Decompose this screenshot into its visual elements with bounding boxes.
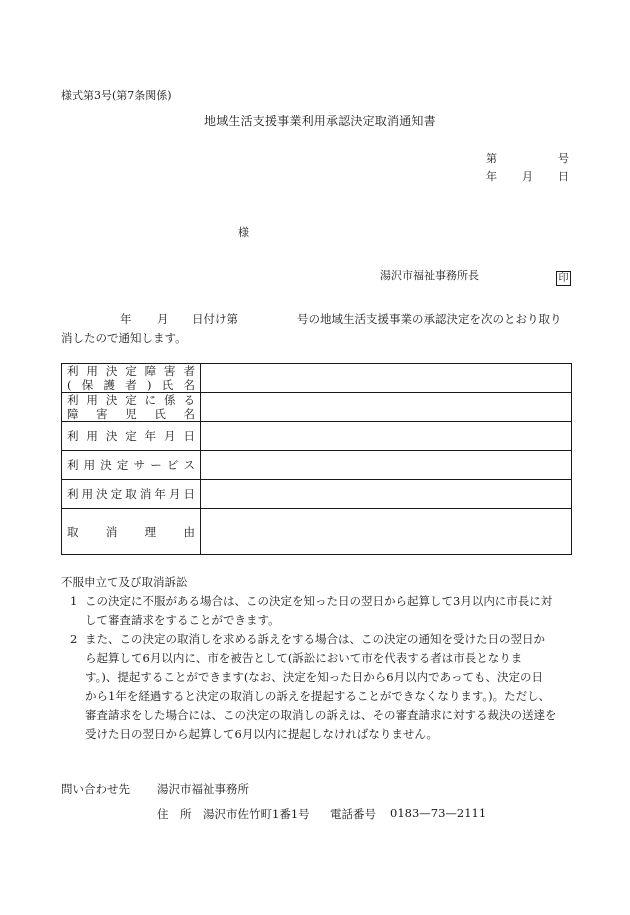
row-value-cell xyxy=(201,480,572,509)
label-line: 利 用 決 定 サ ー ビ ス xyxy=(67,458,195,472)
seal-text: 印 xyxy=(556,271,571,286)
appeal-item-number: 1 xyxy=(70,594,78,608)
appeal-line: この決定に不服がある場合は、この決定を知った日の翌日から起算して3月以内に市長に対 xyxy=(85,594,553,608)
row-label-cell xyxy=(62,393,201,422)
label-line: 障 害 児 氏 名 xyxy=(67,407,195,421)
label-line: ( 保 護 者 ) 氏 名 xyxy=(67,378,195,392)
intro-date-ref: 日付け第 xyxy=(192,312,238,326)
label-line: 利 用 決 定 年 月 日 xyxy=(67,429,195,443)
row-value-cell xyxy=(201,393,572,422)
row-label-cell xyxy=(62,480,201,509)
appeal-line: 審査請求をした場合には、この決定の取消しの訴えは、その審査請求に対する裁決の送達を xyxy=(85,708,557,722)
row-value-cell xyxy=(201,509,572,555)
contact-address: 湯沢市佐竹町1番1号 xyxy=(203,807,310,821)
table-row xyxy=(62,364,572,393)
row-label-cell xyxy=(62,422,201,451)
table-row xyxy=(62,509,572,555)
row-label-cell xyxy=(62,451,201,480)
appeal-item-body xyxy=(85,592,583,630)
doc-number-prefix: 第 xyxy=(486,152,497,165)
form-number: 様式第3号(第7条関係) xyxy=(61,89,172,102)
label-line: 取 消 理 由 xyxy=(67,524,195,539)
intro-year: 年 xyxy=(120,312,132,326)
intro-month: 月 xyxy=(157,312,169,326)
document-title: 地域生活支援事業利用承認決定取消通知書 xyxy=(204,114,436,128)
appeal-line: ら起算して6月以内に、市を被告として(訴訟において市を代表する者は市長となりま xyxy=(85,651,523,665)
table-row xyxy=(62,393,572,422)
appeal-item-body xyxy=(85,630,583,744)
appeal-item-number: 2 xyxy=(70,632,78,646)
recipient-honorific: 様 xyxy=(238,226,249,239)
intro-text-line2: 消したので通知します。 xyxy=(61,331,187,345)
contact-phone: 0183—73—2111 xyxy=(390,806,487,820)
table-row xyxy=(62,451,572,480)
row-label-cell xyxy=(62,509,201,555)
row-value-cell xyxy=(201,451,572,480)
row-value-cell xyxy=(201,422,572,451)
doc-number-suffix: 号 xyxy=(558,152,569,165)
appeal-line: して審査請求をすることができます。 xyxy=(85,613,280,627)
contact-office: 湯沢市福祉事務所 xyxy=(157,782,249,796)
contact-address-label: 住 所 xyxy=(157,807,192,821)
appeal-line: す。)、提起することができます(なお、決定を知った日から6月以内であっても、決定の日 xyxy=(85,670,544,684)
intro-text-line1: 号の地域生活支援事業の承認決定を次のとおり取り xyxy=(297,312,562,326)
appeal-line: 受けた日の翌日から起算して6月以内に提起しなければなりません。 xyxy=(85,727,439,741)
doc-date-year: 年 xyxy=(486,170,497,183)
contact-label: 問い合わせ先 xyxy=(61,782,130,796)
row-value-cell xyxy=(201,364,572,393)
appeal-heading: 不服申立て及び取消訴訟 xyxy=(61,575,188,589)
table-row xyxy=(62,480,572,509)
decision-table xyxy=(61,363,572,555)
seal-mark xyxy=(556,266,571,286)
table-row xyxy=(62,422,572,451)
row-label-cell xyxy=(62,364,201,393)
contact-phone-label: 電話番号 xyxy=(330,807,376,821)
label-line: 利 用 決 定 障 害 者 xyxy=(67,364,195,378)
issuer-name: 湯沢市福祉事務所長 xyxy=(380,269,479,282)
appeal-line: から1年を経過すると決定の取消しの訴えを提起することができなくなります。)。ただし、 xyxy=(85,689,551,703)
label-line: 利 用 決 定 に 係 る xyxy=(67,393,195,407)
label-line: 利 用 決 定 取 消 年 月 日 xyxy=(67,487,195,501)
appeal-line: また、この決定の取消しを求める訴えをする場合は、この決定の通知を受けた日の翌日か xyxy=(85,632,545,646)
doc-date-day: 日 xyxy=(558,170,569,183)
doc-date-month: 月 xyxy=(522,170,533,183)
